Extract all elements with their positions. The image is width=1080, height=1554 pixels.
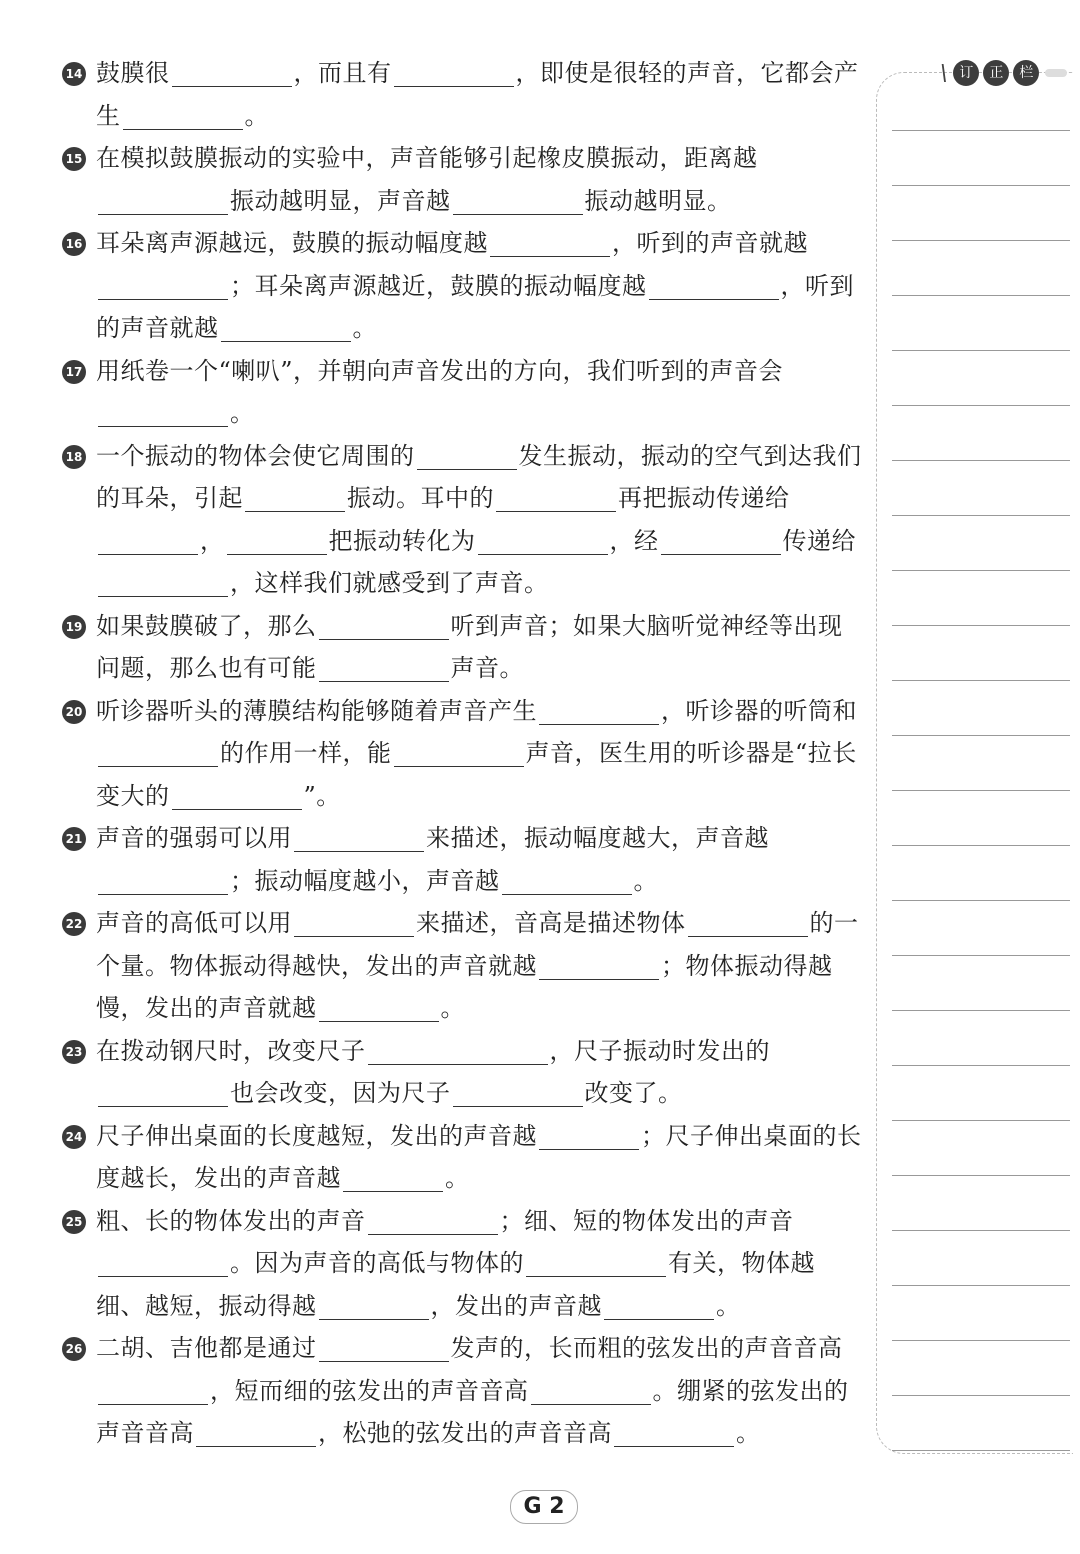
- answer-blank[interactable]: [453, 1078, 583, 1107]
- question-text: 尺子伸出桌面的长度越短，发出的声音越: [96, 1121, 537, 1150]
- question-number: 22: [62, 912, 86, 936]
- question-23: [62, 1030, 862, 1115]
- answer-blank[interactable]: [490, 228, 610, 257]
- question-text: 声音。: [450, 654, 524, 682]
- question-text: 。: [716, 1291, 741, 1320]
- question-text: 来描述，音高是描述物体: [416, 909, 686, 937]
- question-number: 21: [62, 827, 86, 851]
- question-15: [62, 137, 862, 222]
- question-text: 振动。耳中的: [347, 484, 494, 512]
- answer-blank[interactable]: [478, 526, 608, 555]
- answer-blank[interactable]: [539, 696, 659, 725]
- question-text: 传递给: [782, 526, 856, 555]
- answer-blank[interactable]: [245, 483, 345, 512]
- answer-blank[interactable]: [98, 1376, 208, 1405]
- correction-writing-line[interactable]: [892, 185, 1070, 186]
- correction-writing-line[interactable]: [892, 1010, 1070, 1011]
- question-24: [62, 1115, 862, 1200]
- correction-writing-line[interactable]: [892, 130, 1070, 131]
- answer-blank[interactable]: [604, 1291, 714, 1320]
- answer-blank[interactable]: [98, 271, 228, 300]
- question-text: 的作用一样，能: [220, 739, 392, 767]
- question-text: ，经: [609, 526, 659, 555]
- question-text: 在模拟鼓膜振动的实验中，声音能够引起橡皮膜振动，距离越: [96, 144, 758, 172]
- question-20: [62, 690, 862, 818]
- answer-blank[interactable]: [319, 653, 449, 682]
- question-17: [62, 350, 862, 435]
- question-text: ，而且有: [293, 59, 392, 87]
- correction-writing-line[interactable]: [892, 790, 1070, 791]
- question-text: 。因为声音的高低与物体的: [230, 1249, 524, 1277]
- answer-blank[interactable]: [539, 1121, 639, 1150]
- question-text: 一个振动的物体会使它周围的: [96, 441, 415, 470]
- correction-writing-line[interactable]: [892, 1065, 1070, 1066]
- question-22: [62, 902, 862, 1030]
- question-number: 19: [62, 615, 86, 639]
- question-26: [62, 1327, 862, 1455]
- correction-writing-line[interactable]: [892, 680, 1070, 681]
- question-text: ，听诊器的听筒和: [661, 696, 857, 725]
- correction-writing-line[interactable]: [892, 1175, 1070, 1176]
- question-text: 耳朵离声源越远，鼓膜的振动幅度越: [96, 229, 488, 257]
- question-19: [62, 605, 862, 690]
- question-text: 在拨动钢尺时，改变尺子: [96, 1036, 366, 1065]
- question-text: ，松弛的弦发出的声音音高: [318, 1419, 612, 1447]
- question-text: ，短而细的弦发出的声音音高: [210, 1376, 529, 1405]
- question-text: 把振动转化为: [328, 526, 476, 555]
- answer-blank[interactable]: [172, 58, 292, 87]
- question-text: 。: [440, 994, 465, 1022]
- question-14: [62, 52, 862, 137]
- answer-blank[interactable]: [294, 823, 424, 852]
- question-text: 改变了。: [584, 1079, 683, 1107]
- title-slash-decoration: \: [937, 60, 950, 86]
- answer-blank[interactable]: [661, 526, 781, 555]
- question-text: 也会改变，因为尺子: [230, 1079, 451, 1107]
- question-text: 振动越明显。: [584, 186, 732, 215]
- correction-writing-line[interactable]: [892, 735, 1070, 736]
- question-list: [62, 52, 862, 1455]
- correction-writing-line[interactable]: [892, 900, 1070, 901]
- question-text: ，即使是很轻的声音，它都会产生: [96, 59, 859, 130]
- question-text: 。: [244, 101, 269, 130]
- question-16: [62, 222, 862, 350]
- question-text: ；尺子伸出桌面的长度越长，发出的声音越: [96, 1121, 862, 1192]
- answer-blank[interactable]: [98, 866, 228, 895]
- question-text: 。: [352, 314, 377, 342]
- answer-blank[interactable]: [98, 1078, 228, 1107]
- correction-writing-line[interactable]: [892, 1395, 1070, 1396]
- answer-blank[interactable]: [98, 186, 228, 215]
- question-number: 16: [62, 232, 86, 256]
- question-21: [62, 817, 862, 902]
- question-text: 再把振动传递给: [618, 484, 790, 512]
- question-text: 声音，医生用的听诊器是“拉长变大的: [96, 739, 857, 810]
- answer-blank[interactable]: [319, 993, 439, 1022]
- answer-blank[interactable]: [502, 866, 632, 895]
- answer-blank[interactable]: [453, 186, 583, 215]
- answer-blank[interactable]: [123, 101, 243, 130]
- correction-writing-line[interactable]: [892, 1120, 1070, 1121]
- question-text: ，: [200, 526, 225, 555]
- question-18: [62, 435, 862, 605]
- question-text: 振动越明显，声音越: [230, 186, 451, 215]
- answer-blank[interactable]: [688, 908, 808, 937]
- question-number: 17: [62, 360, 86, 384]
- correction-writing-line[interactable]: [892, 625, 1070, 626]
- correction-writing-line[interactable]: [892, 515, 1070, 516]
- answer-blank[interactable]: [227, 526, 327, 555]
- correction-writing-line[interactable]: [892, 350, 1070, 351]
- question-number: 14: [62, 62, 86, 86]
- question-number: 24: [62, 1125, 86, 1149]
- question-text: ，听到的声音就越: [612, 229, 808, 257]
- question-text: 如果鼓膜破了，那么: [96, 611, 317, 640]
- answer-blank[interactable]: [343, 1163, 443, 1192]
- question-text: 的一个量。物体振动得越快，发出的声音就越: [96, 909, 859, 980]
- question-text: 听诊器听头的薄膜结构能够随着声音产生: [96, 696, 537, 725]
- answer-blank[interactable]: [172, 781, 302, 810]
- question-text: ；耳朵离声源越近，鼓膜的振动幅度越: [230, 271, 647, 300]
- answer-blank[interactable]: [526, 1248, 666, 1277]
- question-number: 25: [62, 1210, 86, 1234]
- answer-blank[interactable]: [394, 58, 514, 87]
- correction-writing-line[interactable]: [892, 460, 1070, 461]
- question-number: 23: [62, 1040, 86, 1064]
- answer-blank[interactable]: [98, 738, 218, 767]
- answer-blank[interactable]: [98, 568, 228, 597]
- answer-blank[interactable]: [319, 611, 449, 640]
- question-text: 二胡、吉他都是通过: [96, 1334, 317, 1362]
- correction-writing-line[interactable]: [892, 1340, 1070, 1341]
- answer-blank[interactable]: [98, 398, 228, 427]
- question-number: 20: [62, 700, 86, 724]
- question-text: 粗、长的物体发出的声音: [96, 1206, 366, 1235]
- question-text: ；物体振动得越慢，发出的声音就越: [96, 951, 833, 1022]
- correction-writing-line[interactable]: [892, 1285, 1070, 1286]
- correction-writing-line[interactable]: [892, 955, 1070, 956]
- answer-blank[interactable]: [417, 441, 517, 470]
- correction-column: [876, 72, 1073, 1454]
- question-text: 声音的高低可以用: [96, 909, 292, 937]
- question-text: 来描述，振动幅度越大，声音越: [426, 824, 769, 852]
- question-text: ”。: [303, 781, 341, 810]
- title-char: 订: [953, 60, 979, 86]
- question-25: [62, 1200, 862, 1328]
- question-number: 18: [62, 445, 86, 469]
- answer-blank[interactable]: [294, 908, 414, 937]
- correction-writing-line[interactable]: [892, 240, 1070, 241]
- correction-writing-line[interactable]: [892, 405, 1070, 406]
- question-number: 15: [62, 147, 86, 171]
- question-text: ，听到的声音就越: [96, 271, 854, 342]
- question-text: 鼓膜很: [96, 59, 170, 87]
- correction-writing-line[interactable]: [892, 845, 1070, 846]
- question-text: 发生振动，振动的空气到达我们的耳朵，引起: [96, 441, 862, 512]
- question-text: 声音的强弱可以用: [96, 824, 292, 852]
- question-text: ；细、短的物体发出的声音: [499, 1206, 794, 1235]
- question-number: 26: [62, 1337, 86, 1361]
- title-char: 正: [983, 60, 1009, 86]
- question-text: 发声的，长而粗的弦发出的声音音高: [450, 1334, 843, 1362]
- question-text: 。绷紧的弦发出的声音音高: [96, 1376, 849, 1447]
- question-text: 听到声音；如果大脑听觉神经等出现问题，那么也有可能: [96, 611, 843, 682]
- question-text: ，尺子振动时发出的: [549, 1036, 770, 1065]
- answer-blank[interactable]: [368, 1206, 498, 1235]
- title-decoration: [1045, 69, 1067, 77]
- answer-blank[interactable]: [368, 1036, 548, 1065]
- question-text: 。: [445, 1164, 470, 1192]
- title-char: 栏: [1013, 60, 1039, 86]
- question-text: 。: [736, 1419, 761, 1447]
- answer-blank[interactable]: [614, 1418, 734, 1447]
- correction-column-title: [937, 58, 1067, 88]
- answer-blank[interactable]: [496, 483, 616, 512]
- question-text: 用纸卷一个“喇叭”，并朝向声音发出的方向，我们听到的声音会: [96, 356, 784, 385]
- answer-blank[interactable]: [98, 1248, 228, 1277]
- correction-writing-line[interactable]: [892, 1450, 1070, 1451]
- question-text: 。: [230, 399, 255, 427]
- question-text: ；振动幅度越小，声音越: [230, 866, 500, 895]
- answer-blank[interactable]: [221, 313, 351, 342]
- answer-blank[interactable]: [319, 1291, 429, 1320]
- answer-blank[interactable]: [531, 1376, 651, 1405]
- answer-blank[interactable]: [196, 1418, 316, 1447]
- answer-blank[interactable]: [319, 1333, 449, 1362]
- answer-blank[interactable]: [539, 951, 659, 980]
- correction-writing-line[interactable]: [892, 1230, 1070, 1231]
- answer-blank[interactable]: [394, 738, 524, 767]
- question-text: ，这样我们就感受到了声音。: [230, 569, 549, 597]
- question-text: 有关，物体越细、越短，振动得越: [96, 1249, 815, 1320]
- correction-writing-line[interactable]: [892, 295, 1070, 296]
- correction-writing-line[interactable]: [892, 570, 1070, 571]
- question-text: ，发出的声音越: [430, 1291, 602, 1320]
- question-text: 。: [633, 866, 658, 895]
- answer-blank[interactable]: [98, 526, 198, 555]
- answer-blank[interactable]: [649, 271, 779, 300]
- page-number: G 2: [510, 1490, 578, 1524]
